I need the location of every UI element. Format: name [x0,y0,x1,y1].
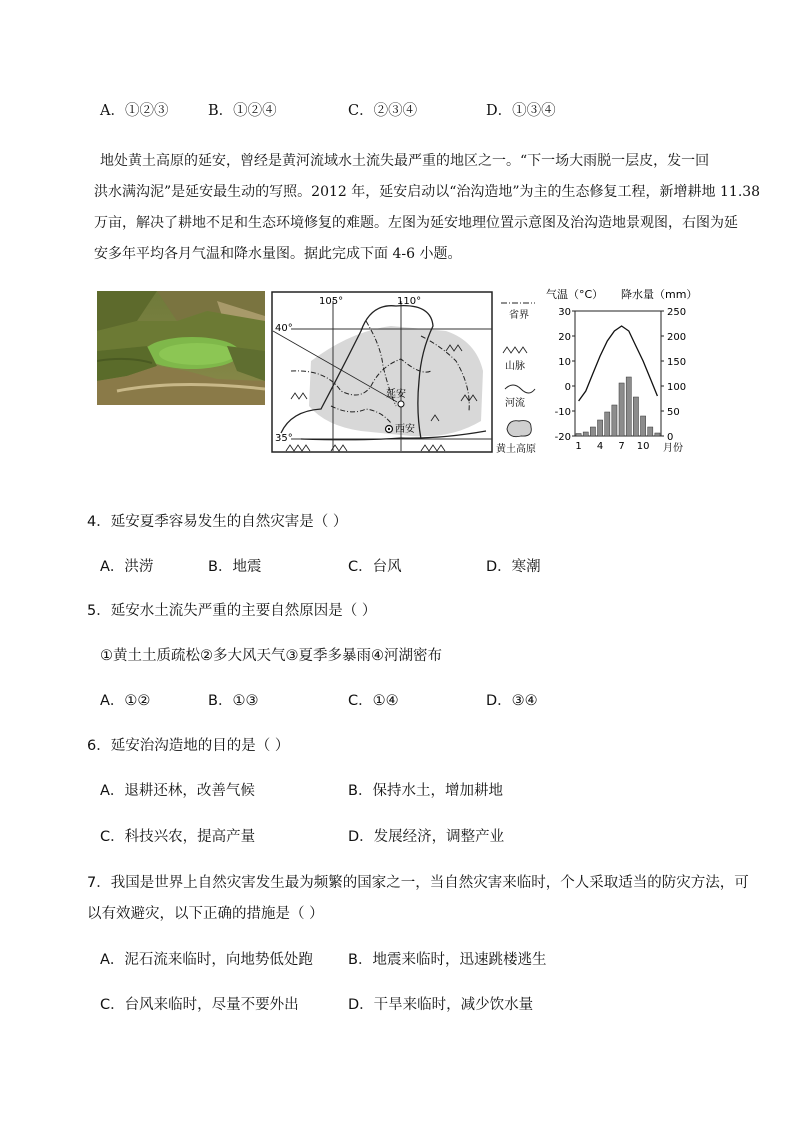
precip-tick-label: 250 [667,307,687,318]
precip-bar [648,427,653,436]
q3-option-b: B．①②④ [208,103,277,119]
yanan-location-map [271,291,493,453]
temp-tick-label: 20 [558,332,571,343]
precip-bar [605,412,610,436]
passage-line-2: 洪水满沟泥”是延安最生动的写照。2012 年，延安启动以“治沟造地”为主的生态修复工程，新增耕地 11.38 [94,184,761,200]
precip-bar [619,383,624,436]
xian-label: 西安 [395,424,415,435]
passage-line-1: 地处黄土高原的延安，曾经是黄河流域水土流失最严重的地区之一。“下一场大雨脱一层皮，发一回 [100,153,710,169]
lon-105-label: 105° [319,296,344,307]
precip-bar [598,420,603,436]
q7-option-a: A．泥石流来临时，向地势低处跑 [100,952,313,968]
lon-110-label: 110° [397,296,422,307]
legend-plateau-label: 黄土高原 [496,444,536,455]
q7-option-b: B．地震来临时，迅速跳楼逃生 [348,952,547,968]
q4-option-b: B．地震 [208,559,262,575]
plateau-legend-icon [507,421,531,437]
precip-bar [626,377,631,436]
precip-tick-label: 150 [667,357,687,368]
map-legend [495,291,545,456]
passage-line-3: 万亩，解决了耕地不足和生态环境修复的难题。左图为延安地理位置示意图及治沟造地景观图，右图为延 [94,215,738,231]
climate-chart [543,285,723,460]
passage-line-4: 安多年平均各月气温和降水量图。据此完成下面 4-6 小题。 [94,246,462,262]
precip-tick-label: 0 [667,432,674,443]
yanan-label: 延安 [386,389,406,400]
temp-tick-label: -20 [554,432,571,443]
q5-option-d: D．③④ [486,693,538,709]
precip-bar [583,432,588,436]
precip-bar [612,405,617,436]
legend-boundary-label: 省界 [509,310,529,321]
q6-option-c: C．科技兴农，提高产量 [100,829,256,845]
river-legend-icon [505,385,535,393]
temp-tick-label: 10 [558,357,571,368]
precip-axis-label: 降水量（mm） [621,288,698,301]
legend-mountain-label: 山脉 [505,361,525,372]
q6-stem: 6．延安治沟造地的目的是（ ） [87,738,290,754]
precip-bar [590,427,595,436]
q4-stem: 4．延安夏季容易发生的自然灾害是（ ） [87,514,348,530]
precip-tick-label: 100 [667,382,687,393]
passage [94,146,761,270]
precip-bar [633,397,638,436]
q5-items: ①黄土土质疏松②多大风天气③夏季多暴雨④河湖密布 [100,648,442,664]
precip-tick-label: 50 [667,407,680,418]
month-tick-label: 10 [636,441,650,452]
temp-axis-label: 气温（°C） [546,288,604,301]
yanan-city-marker [398,401,404,407]
q4-option-d: D．寒潮 [486,559,541,575]
precip-bar [641,416,646,436]
temp-tick-label: -10 [554,407,571,418]
q5-option-c: C．①④ [348,693,399,709]
q3-option-c: C．②③④ [348,103,418,119]
q7-option-d: D．干旱来临时，减少饮水量 [348,997,534,1013]
month-tick-label: 4 [596,441,604,452]
x-axis-label: 月份 [663,443,683,454]
precip-bar [576,434,581,437]
lat-35-label: 35° [275,433,293,444]
mountain-legend-icon [503,347,527,353]
month-tick-label: 1 [575,441,582,452]
legend-river-label: 河流 [505,398,525,409]
q5-option-b: B．①③ [208,693,259,709]
q3-option-a: A．①②③ [100,103,169,119]
temp-tick-label: 0 [564,382,571,393]
temp-tick-label: 30 [558,307,571,318]
q6-option-d: D．发展经济，调整产业 [348,829,505,845]
q7-option-c: C．台风来临时，尽量不要外出 [100,997,299,1013]
q5-option-a: A．①② [100,693,151,709]
precip-tick-label: 200 [667,332,687,343]
temperature-line [579,326,658,401]
q7-stem-line-2: 以有效避灾，以下正确的措施是（ ） [87,906,324,922]
lat-40-label: 40° [275,323,293,334]
precip-bar [655,433,660,436]
q5-stem: 5．延安水土流失严重的主要自然原因是（ ） [87,603,377,619]
landscape-photo [97,291,265,405]
q6-option-a: A．退耕还林，改善气候 [100,783,255,799]
q3-option-d: D．①③④ [486,103,556,119]
q7-stem-line-1: 7．我国是世界上自然灾害发生最为频繁的国家之一，当自然灾害来临时，个人采取适当的防灾方法，可 [87,875,749,891]
q4-option-c: C．台风 [348,559,402,575]
q6-option-b: B．保持水土，增加耕地 [348,783,503,799]
q4-option-a: A．洪涝 [100,559,154,575]
month-tick-label: 7 [618,441,625,452]
